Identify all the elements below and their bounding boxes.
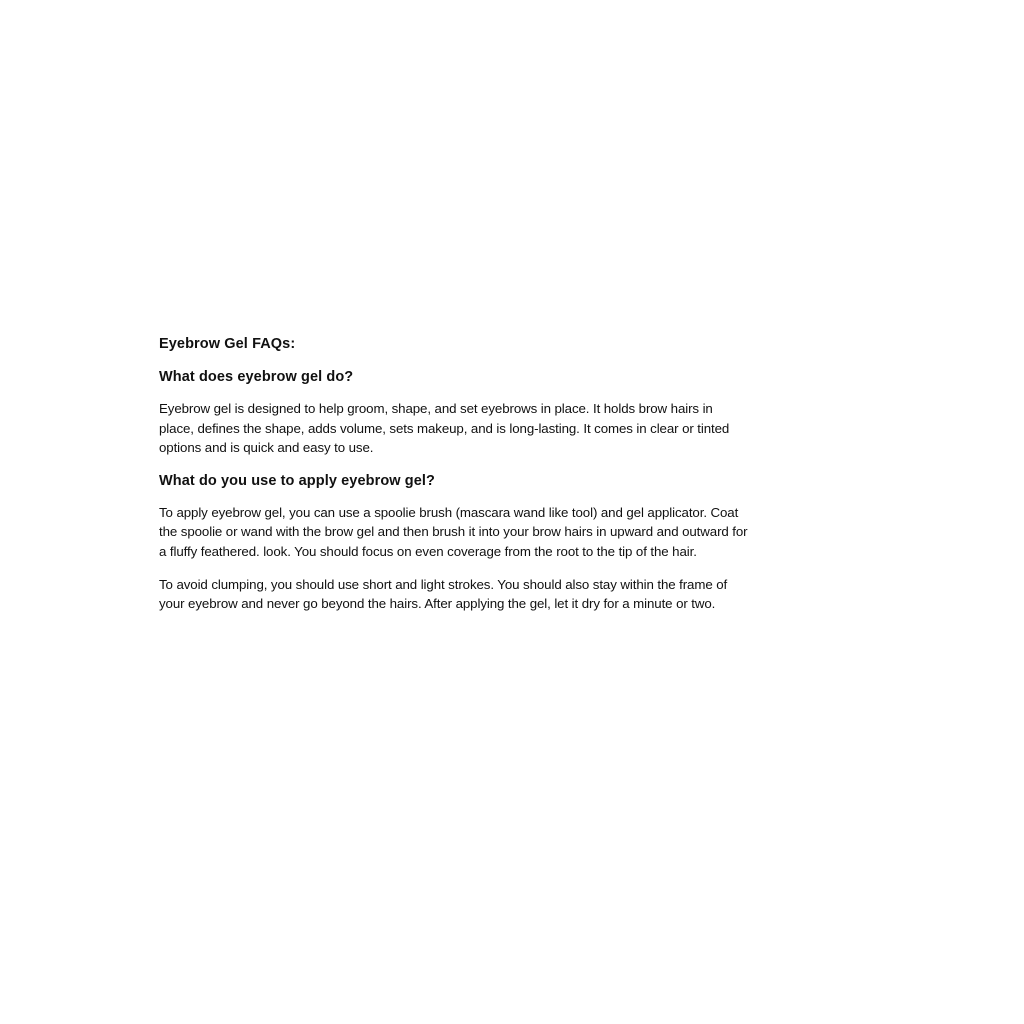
faq-answer-2-paragraph-2: To avoid clumping, you should use short and light strokes. You should also stay within the frame of your eyebrow and never go beyond the hairs. After applying the gel, let it dry for a minute or two.: [159, 576, 728, 612]
faq-question-2: What do you use to apply eyebrow gel?: [159, 472, 436, 489]
faq-question-1: What does eyebrow gel do?: [159, 369, 354, 385]
faq-title: Eyebrow Gel FAQs:: [159, 336, 296, 352]
faq-answer-1-paragraph-1: Eyebrow gel is designed to help groom, shape, and set eyebrows in place. It holds brow hairs in place, defines the shape, adds volume, sets makeup, and is long-lasting. It comes in clear or tinted options and is quick and easy to use.: [159, 401, 730, 456]
faq-content: [159, 334, 749, 627]
faq-answer-2-paragraph-1: To apply eyebrow gel, you can use a spoolie brush (mascara wand like tool) and gel applicator. Coat the spoolie or wand with the brow gel and then brush it into your brow hairs in upward and outward for a fluffy feathered. look. You should focus on even coverage from the root to the tip of the hair.: [159, 504, 748, 559]
